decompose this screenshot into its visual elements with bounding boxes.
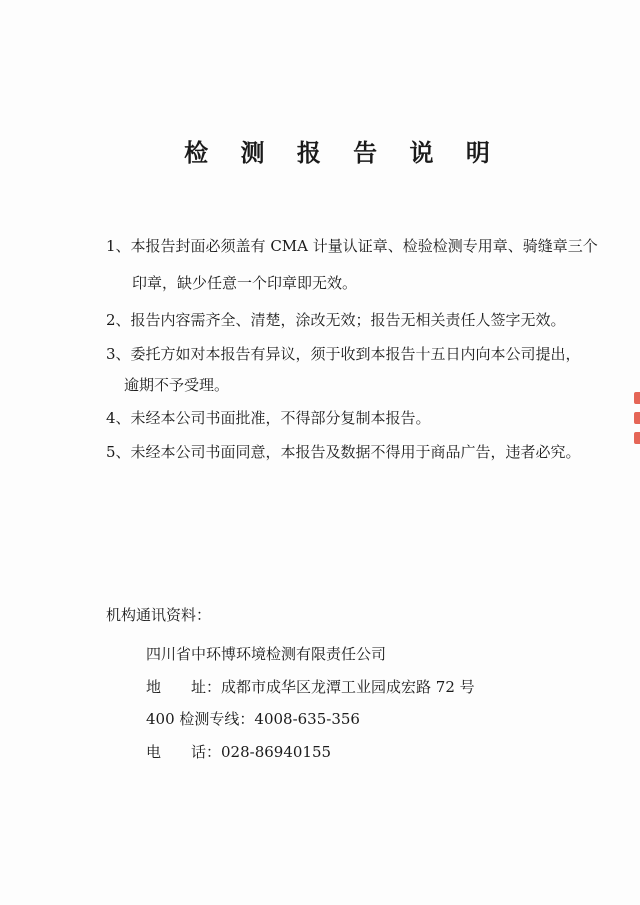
seam-stamp-fragment [634,392,640,404]
seam-stamp-fragment [634,412,640,424]
seam-stamp-mark [634,392,640,458]
contact-company: 四川省中环博环境检测有限责任公司 [146,645,387,663]
page-title: 检 测 报 告 说 明 [184,138,502,167]
seam-stamp-fragment [634,432,640,444]
note-1-line-2: 印章，缺少任意一个印章即无效。 [132,274,358,292]
note-5-line-1: 5、未经本公司书面同意，本报告及数据不得用于商品广告，违者必究。 [106,443,581,461]
note-3-line-1: 3、委托方如对本报告有异议，须于收到本报告十五日内向本公司提出， [106,345,581,363]
note-3-line-2: 逾期不予受理。 [124,376,230,394]
contact-address: 地 址：成都市成华区龙潭工业园成宏路 72 号 [146,678,475,696]
contact-hotline: 400 检测专线：4008-635-356 [146,710,360,728]
note-1-line-1: 1、本报告封面必须盖有 CMA 计量认证章、检验检测专用章、骑缝章三个 [106,237,598,255]
contact-heading: 机构通讯资料： [106,606,212,624]
note-4-line-1: 4、未经本公司书面批准，不得部分复制本报告。 [106,409,431,427]
note-2-line-1: 2、报告内容需齐全、清楚，涂改无效；报告无相关责任人签字无效。 [106,311,566,329]
contact-phone: 电 话：028-86940155 [146,743,332,761]
